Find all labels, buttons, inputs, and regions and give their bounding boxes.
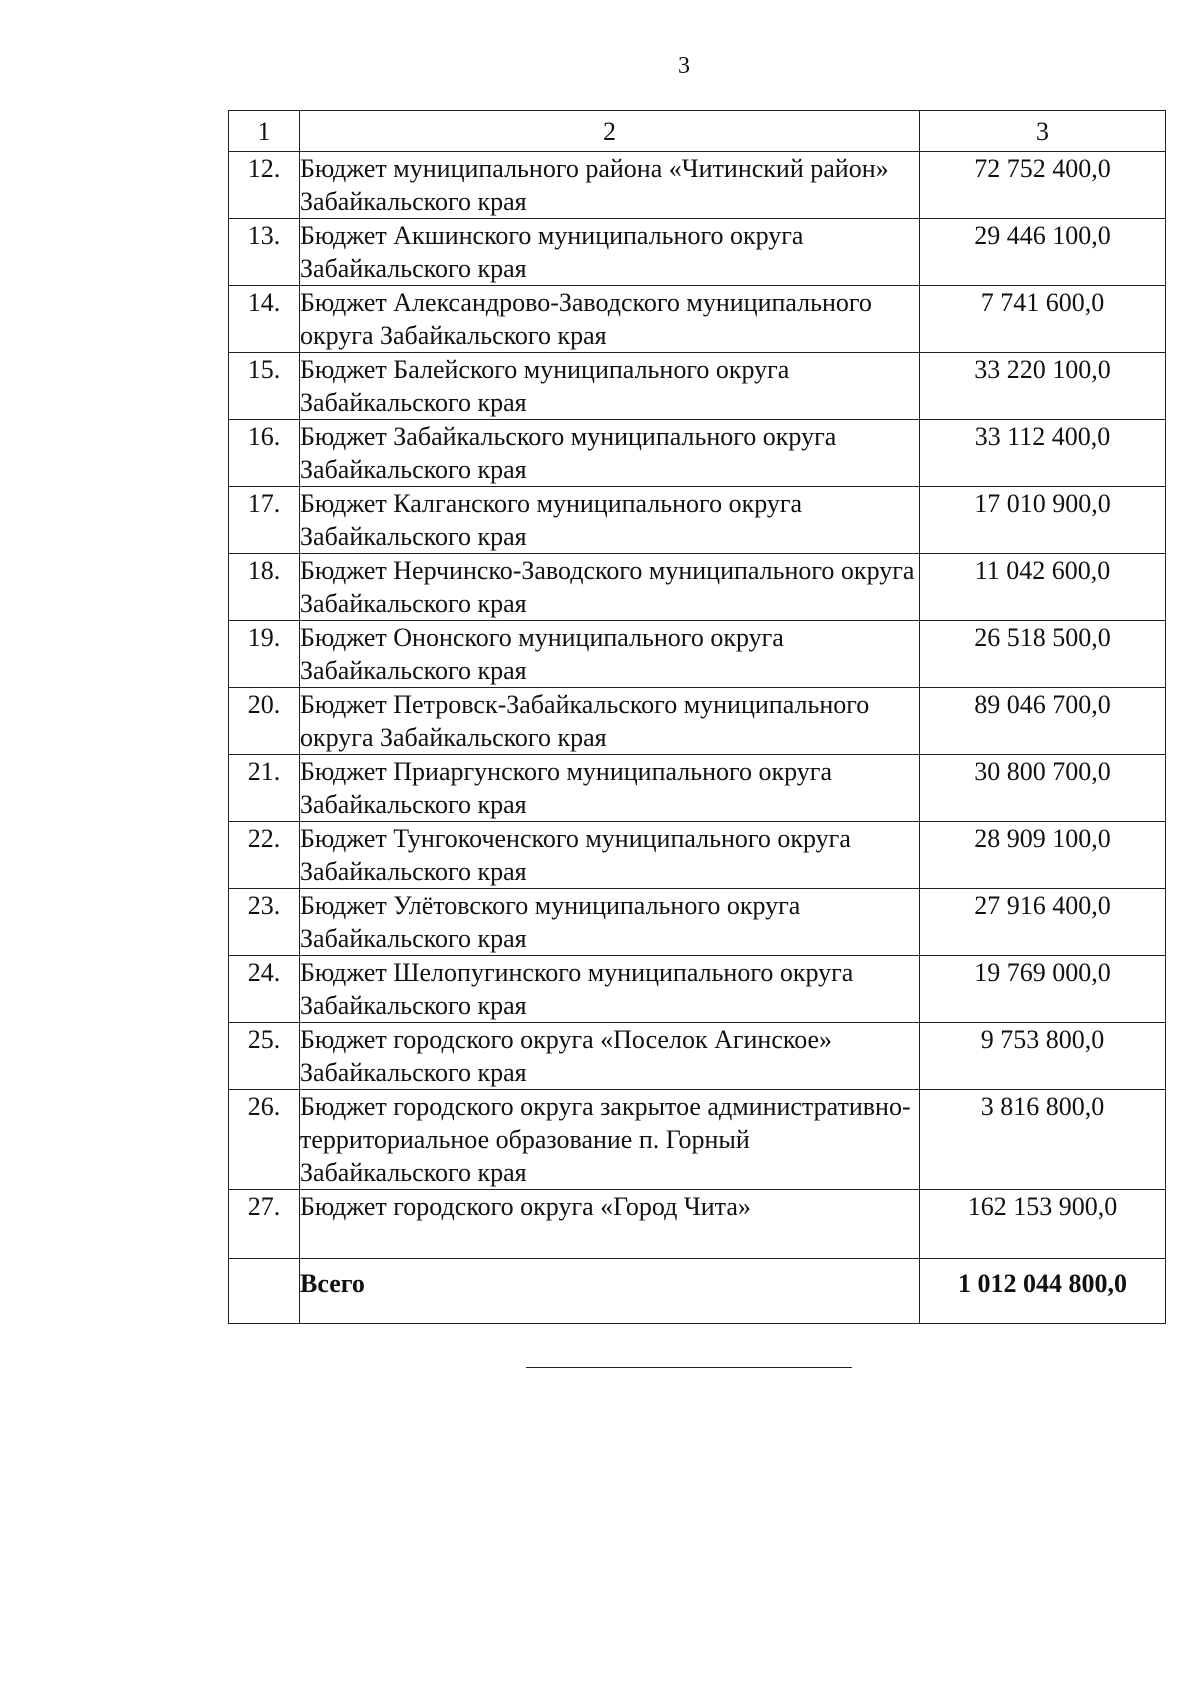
row-number: 27. <box>229 1190 300 1259</box>
row-number: 13. <box>229 219 300 286</box>
budget-amount: 26 518 500,0 <box>920 621 1166 688</box>
row-number: 24. <box>229 956 300 1023</box>
budget-amount: 3 816 800,0 <box>920 1090 1166 1190</box>
row-number: 17. <box>229 487 300 554</box>
row-number: 26. <box>229 1090 300 1190</box>
budget-name: Бюджет Александрово-Заводского муниципального округа Забайкальского края <box>300 286 920 353</box>
budget-name: Бюджет городского округа закрытое административно-территориальное образование п. Горный Забайкальского края <box>300 1090 920 1190</box>
budget-amount: 33 112 400,0 <box>920 420 1166 487</box>
table-row <box>229 420 1166 487</box>
budget-amount: 7 741 600,0 <box>920 286 1166 353</box>
row-number: 16. <box>229 420 300 487</box>
row-number: 23. <box>229 889 300 956</box>
total-number-cell <box>229 1259 300 1324</box>
row-number: 14. <box>229 286 300 353</box>
table-row <box>229 889 1166 956</box>
budget-name: Бюджет городского округа «Поселок Агинское» Забайкальского края <box>300 1023 920 1090</box>
table-row <box>229 621 1166 688</box>
budget-amount: 27 916 400,0 <box>920 889 1166 956</box>
table-row <box>229 822 1166 889</box>
budget-name: Бюджет Забайкальского муниципального округа Забайкальского края <box>300 420 920 487</box>
budget-name: Бюджет Акшинского муниципального округа Забайкальского края <box>300 219 920 286</box>
table-header-row <box>229 111 1166 152</box>
budget-name: Бюджет Балейского муниципального округа Забайкальского края <box>300 353 920 420</box>
budget-amount: 17 010 900,0 <box>920 487 1166 554</box>
row-number: 21. <box>229 755 300 822</box>
table-row <box>229 755 1166 822</box>
budget-name: Бюджет Петровск-Забайкальского муниципального округа Забайкальского края <box>300 688 920 755</box>
budget-allocation-table <box>228 110 1166 1324</box>
table-row <box>229 1090 1166 1190</box>
row-number: 25. <box>229 1023 300 1090</box>
table-row <box>229 1023 1166 1090</box>
total-amount: 1 012 044 800,0 <box>920 1259 1166 1324</box>
table-row <box>229 487 1166 554</box>
budget-name: Бюджет Улётовского муниципального округа Забайкальского края <box>300 889 920 956</box>
budget-amount: 28 909 100,0 <box>920 822 1166 889</box>
row-number: 12. <box>229 152 300 219</box>
table-row <box>229 219 1166 286</box>
budget-amount: 11 042 600,0 <box>920 554 1166 621</box>
header-col-3: 3 <box>920 111 1166 152</box>
header-col-1: 1 <box>229 111 300 152</box>
budget-amount: 19 769 000,0 <box>920 956 1166 1023</box>
total-label: Всего <box>300 1259 920 1324</box>
table-row <box>229 286 1166 353</box>
budget-amount: 162 153 900,0 <box>920 1190 1166 1259</box>
table-row <box>229 353 1166 420</box>
budget-amount: 72 752 400,0 <box>920 152 1166 219</box>
page-number: 3 <box>678 53 690 79</box>
budget-amount: 89 046 700,0 <box>920 688 1166 755</box>
budget-name: Бюджет Тунгокоченского муниципального округа Забайкальского края <box>300 822 920 889</box>
table-row <box>229 554 1166 621</box>
table-row <box>229 688 1166 755</box>
budget-amount: 9 753 800,0 <box>920 1023 1166 1090</box>
budget-name: Бюджет Шелопугинского муниципального округа Забайкальского края <box>300 956 920 1023</box>
budget-amount: 29 446 100,0 <box>920 219 1166 286</box>
row-number: 20. <box>229 688 300 755</box>
table-row <box>229 956 1166 1023</box>
row-number: 15. <box>229 353 300 420</box>
row-number: 22. <box>229 822 300 889</box>
table-row <box>229 152 1166 219</box>
budget-name: Бюджет Ононского муниципального округа Забайкальского края <box>300 621 920 688</box>
end-of-document-rule <box>526 1367 852 1368</box>
row-number: 18. <box>229 554 300 621</box>
budget-name: Бюджет Приаргунского муниципального округа Забайкальского края <box>300 755 920 822</box>
budget-name: Бюджет Калганского муниципального округа Забайкальского края <box>300 487 920 554</box>
budget-name: Бюджет муниципального района «Читинский район» Забайкальского края <box>300 152 920 219</box>
row-number: 19. <box>229 621 300 688</box>
budget-amount: 30 800 700,0 <box>920 755 1166 822</box>
table-row <box>229 1190 1166 1259</box>
header-col-2: 2 <box>300 111 920 152</box>
budget-amount: 33 220 100,0 <box>920 353 1166 420</box>
budget-name: Бюджет городского округа «Город Чита» <box>300 1190 920 1259</box>
budget-name: Бюджет Нерчинско-Заводского муниципального округа Забайкальского края <box>300 554 920 621</box>
total-row <box>229 1259 1166 1324</box>
